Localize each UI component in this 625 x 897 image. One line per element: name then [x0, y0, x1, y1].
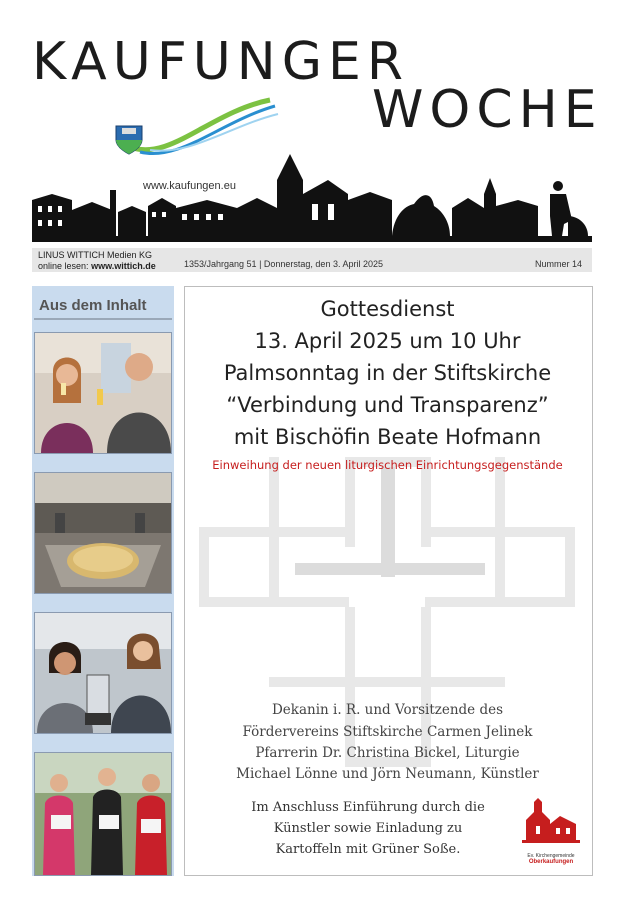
credits-line-4: Michael Lönne und Jörn Neumann, Künstler: [236, 766, 539, 782]
online-url-link[interactable]: www.wittich.de: [91, 261, 156, 271]
logo-line-2: Oberkaufungen: [528, 859, 574, 865]
online-prefix: online lesen:: [38, 261, 89, 271]
followup-line-1: Im Anschluss Einführung durch die: [251, 800, 485, 815]
subtitle-consecration: Einweihung der neuen liturgischen Einrichtungsgegenstände: [212, 458, 563, 472]
town-skyline-icon: [32, 150, 592, 242]
headline-line-2: 13. April 2025 um 10 Uhr: [254, 329, 521, 353]
photo-two-girls-with-blender[interactable]: [34, 612, 172, 734]
headline-line-1: Gottesdienst: [320, 297, 455, 321]
photo-runners[interactable]: [34, 752, 172, 876]
publisher-name: LINUS WITTICH Medien KG: [38, 250, 153, 260]
sidebar-divider: [34, 318, 172, 320]
followup-line-3: Kartoffeln mit Grüner Soße.: [275, 842, 461, 857]
credits-line-2: Fördervereins Stiftskirche Carmen Jelinek: [242, 724, 533, 740]
church-icon: [520, 798, 582, 848]
headline-line-4: “Verbindung und Transparenz”: [226, 393, 549, 417]
issue-info: 1353/Jahrgang 51 | Donnerstag, den 3. April 2025: [184, 259, 383, 269]
issue-number: Nummer 14: [535, 259, 583, 269]
credits-line-1: Dekanin i. R. und Vorsitzende des: [271, 702, 504, 718]
masthead-title-line1: KAUFUNGER: [32, 32, 409, 92]
headline-line-5: mit Bischöfin Beate Hofmann: [233, 425, 542, 449]
online-reading-line: [38, 261, 156, 271]
church-community-logo: [520, 798, 582, 864]
logo-line-1: Ev. Kirchengemeinde: [527, 853, 575, 859]
followup-line-2: Künstler sowie Einladung zu: [273, 821, 463, 836]
website-link[interactable]: www.kaufungen.eu: [143, 180, 236, 192]
sidebar-heading: Aus dem Inhalt: [39, 297, 147, 314]
credits-line-3: Pfarrerin Dr. Christina Bickel, Liturgie: [255, 745, 520, 761]
masthead-title-line2: WOCHE: [372, 80, 603, 140]
headline-line-3: Palmsonntag in der Stiftskirche: [223, 361, 552, 385]
photo-two-people-toasting[interactable]: [34, 332, 172, 454]
photo-church-bowl[interactable]: [34, 472, 172, 594]
